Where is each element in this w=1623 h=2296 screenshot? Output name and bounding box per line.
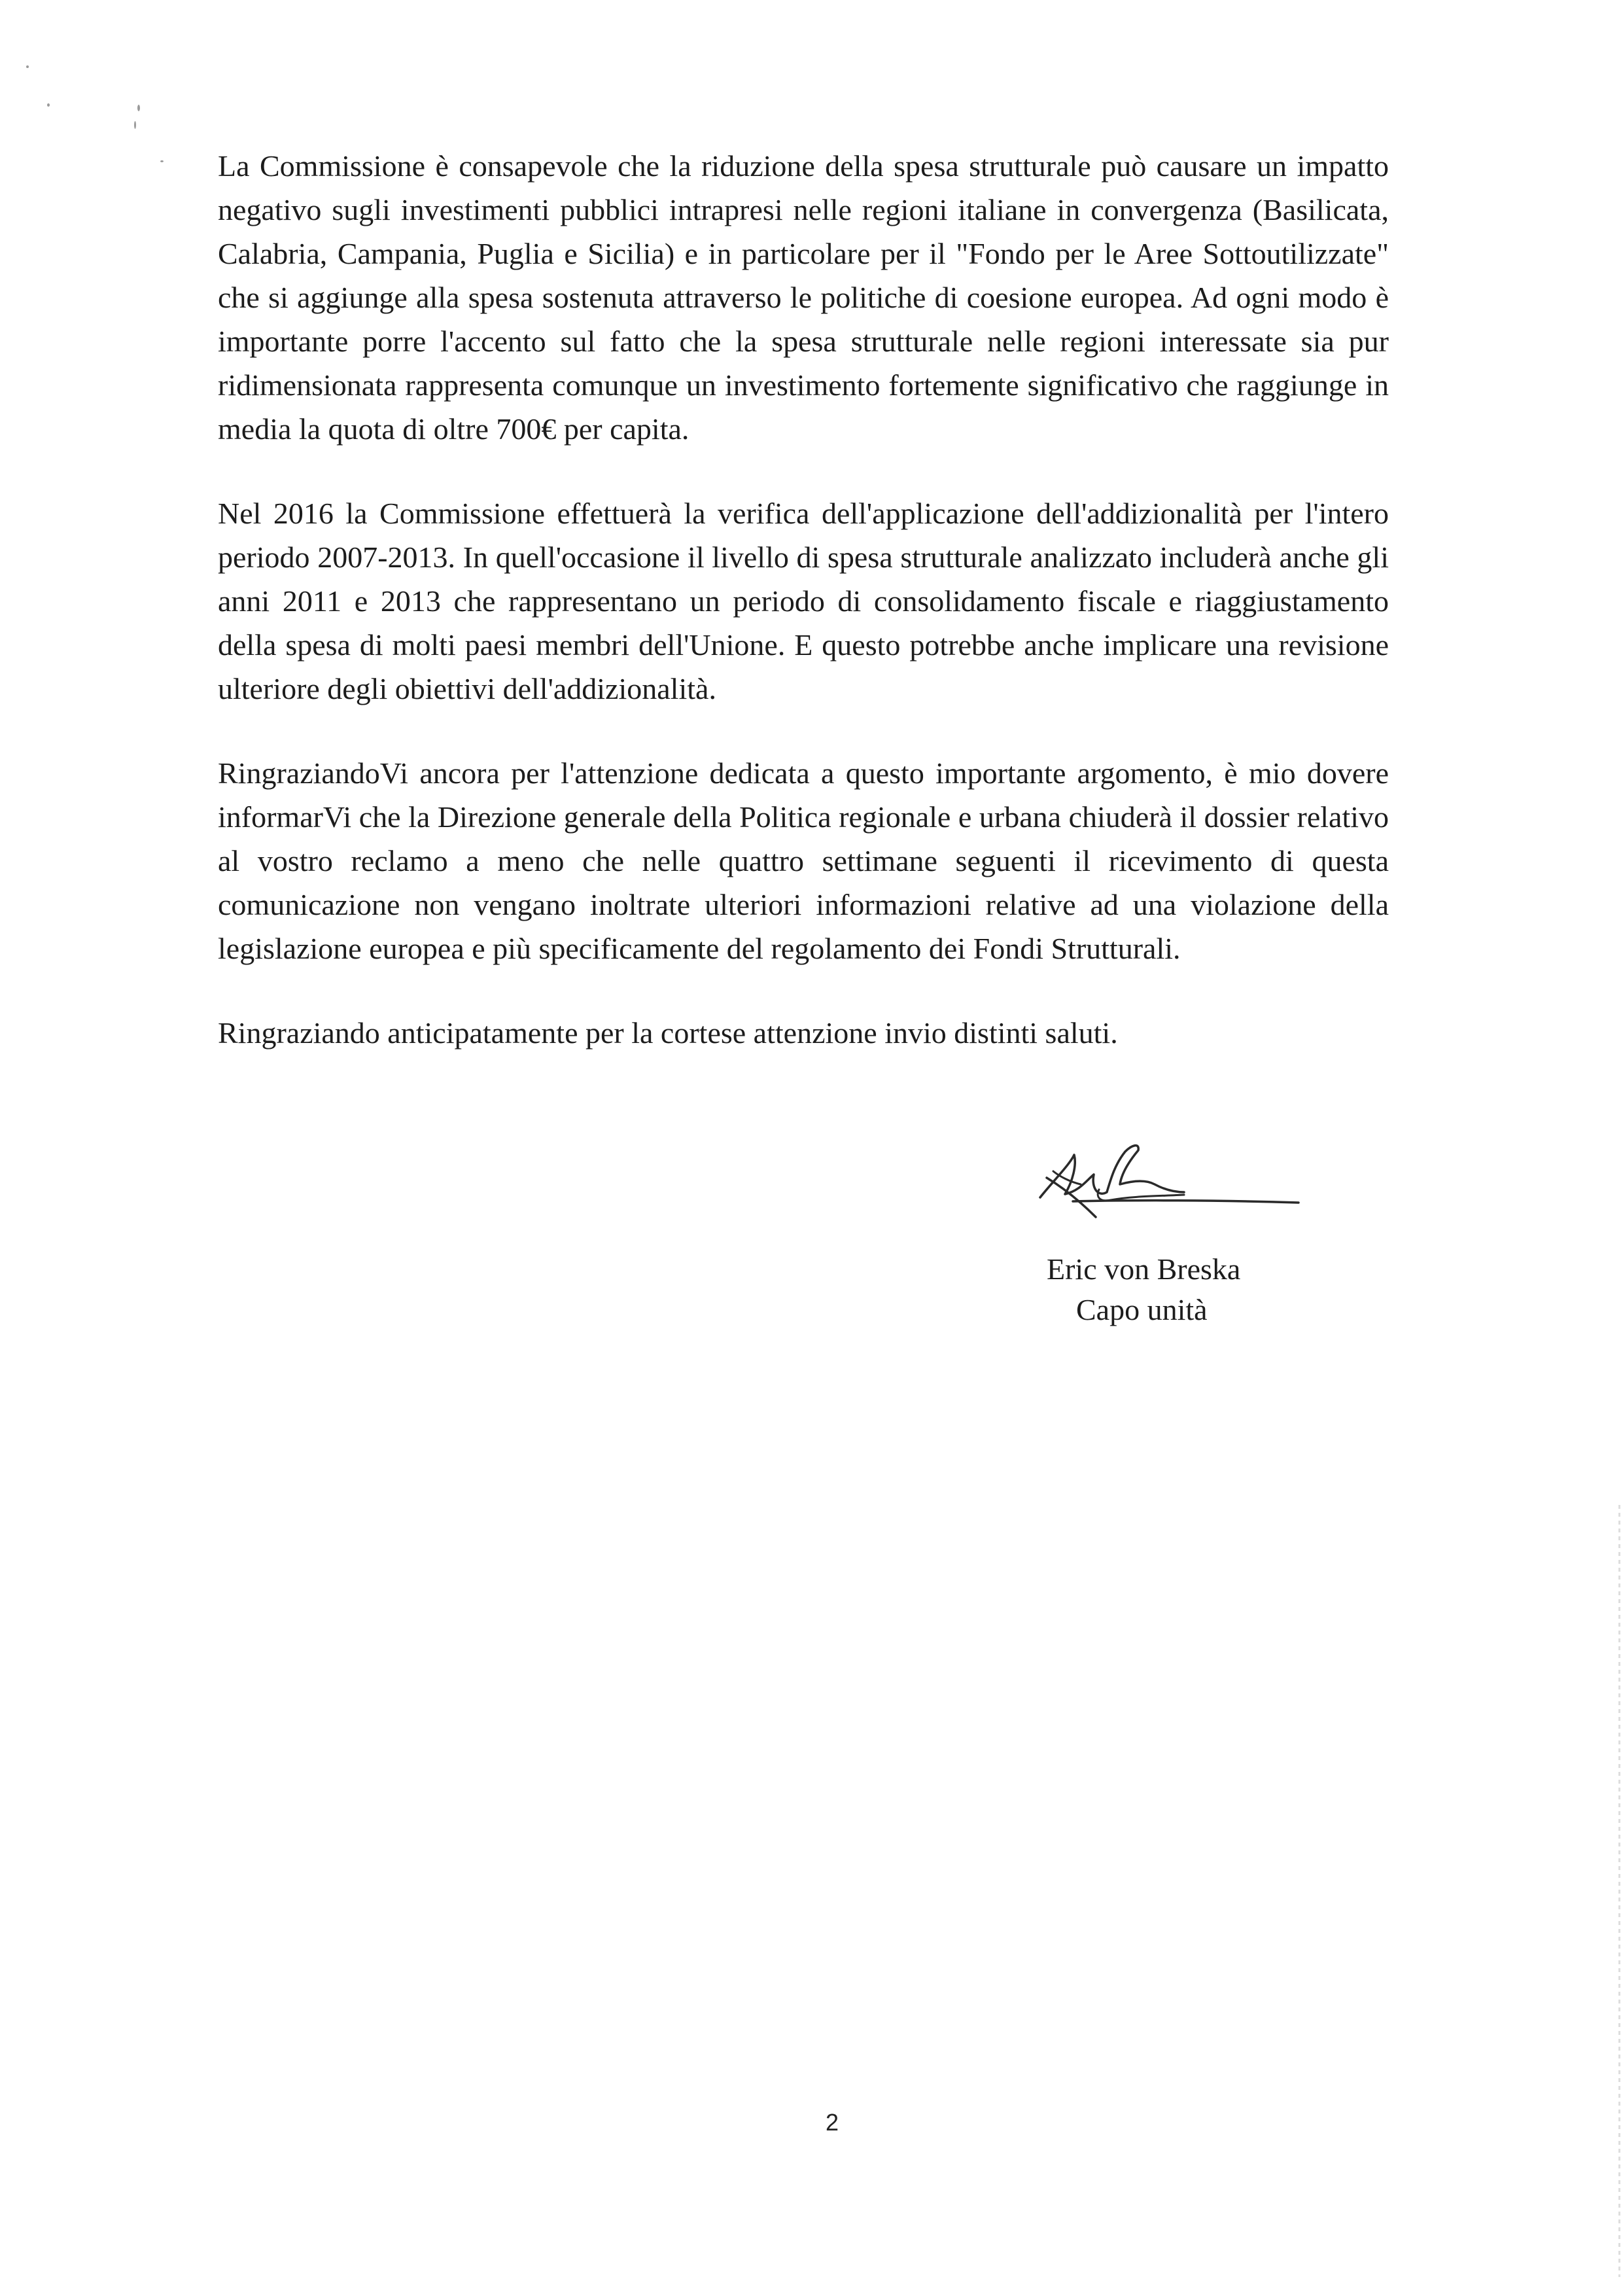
handwritten-signature [1034, 1119, 1308, 1230]
scan-edge-artifact [1618, 1505, 1620, 2277]
scan-speck [160, 160, 164, 162]
paragraph-greetings: Ringraziando anticipatamente per la cortese attenzione invio distinti saluti. [218, 1016, 1118, 1050]
paragraph-commission-awareness: La Commissione è consapevole che la riduzione della spesa strutturale può causare un impatto negativo sugli investimenti pubblici intrapresi nelle regioni italiane in convergenza (Basilicata, Calabria, Campania, Puglia e Sicilia) e in particolare per il "Fondo per le Aree Sottoutilizzate" che si aggiunge alla spesa sostenuta attraverso le politiche di coesione europea. Ad ogni modo è importante porre l'accento sul fatto che la spesa strutturale nelle regioni interessate sia pur ridimensionata rappresenta comunque un investimento fortemente significativo che raggiunge in media la quota di oltre 700€ per capita. [218, 149, 1389, 446]
page-number: 2 [826, 2109, 839, 2136]
scan-speck [134, 121, 136, 129]
scan-speck [47, 103, 50, 107]
letter-body [218, 144, 1389, 1095]
signer-name: Eric von Breska [1047, 1252, 1241, 1286]
scan-speck [137, 105, 140, 111]
paragraph-2016-verification: Nel 2016 la Commissione effettuerà la verifica dell'applicazione dell'addizionalità per l'intero periodo 2007-2013. In quell'occasione il livello di spesa strutturale analizzato includerà anche gli anni 2011 e 2013 che rappresentano un periodo di consolidamento fiscale e riaggiustamento della spesa di molti paesi membri dell'Unione. E questo potrebbe anche implicare una revisione ulteriore degli obiettivi dell'addizionalità. [218, 497, 1389, 705]
signature-block [1007, 1119, 1348, 1335]
paragraph-closing-dossier: RingraziandoVi ancora per l'attenzione dedicata a questo importante argomento, è mio dovere informarVi che la Direzione generale della Politica regionale e urbana chiuderà il dossier relativo al vostro reclamo a meno che nelle quattro settimane seguenti il ricevimento di questa comunicazione non vengano inoltrate ulteriori informazioni relative ad una violazione della legislazione europea e più specificamente del regolamento dei Fondi Strutturali. [218, 756, 1389, 965]
scan-speck [26, 65, 29, 68]
signer-role: Capo unità [1076, 1293, 1208, 1326]
